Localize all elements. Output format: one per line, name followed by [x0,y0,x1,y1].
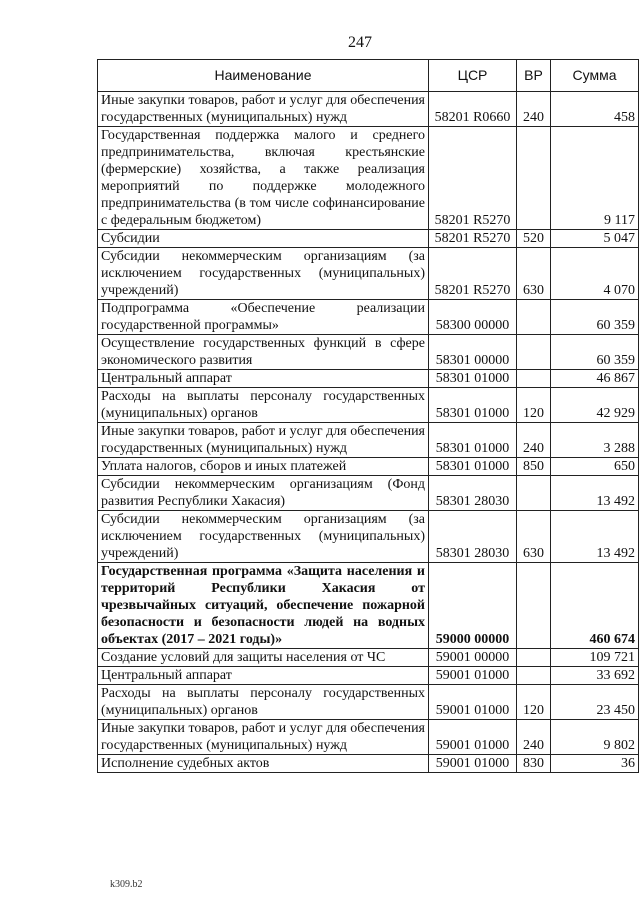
table-row [98,720,639,755]
cell-csr: 58301 01000 [429,458,517,476]
cell-name: Субсидии [98,230,429,248]
cell-vr [517,649,551,667]
budget-table [97,59,639,773]
cell-name: Подпрограмма «Обеспечение реализации государственной программы» [98,300,429,335]
cell-sum: 9 802 [551,720,639,755]
cell-name: Иные закупки товаров, работ и услуг для обеспечения государственных (муниципальных) нужд [98,423,429,458]
cell-sum: 46 867 [551,370,639,388]
cell-csr: 58300 00000 [429,300,517,335]
cell-csr: 59001 01000 [429,720,517,755]
table-row [98,248,639,300]
cell-vr: 630 [517,511,551,563]
table-header-row [98,60,639,92]
cell-name: Субсидии некоммерческим организациям (за исключением государственных (муниципальных) учреждений) [98,511,429,563]
cell-name: Центральный аппарат [98,667,429,685]
cell-csr: 58301 01000 [429,423,517,458]
cell-sum: 460 674 [551,563,639,649]
cell-csr: 58201 R5270 [429,127,517,230]
cell-name: Государственная поддержка малого и среднего предпринимательства, включая крестьянские (фермерские) хозяйства, а также реализация мероприятий по поддержке молодежного предпринимательства (в том числе софинансирование с федеральным бюджетом) [98,127,429,230]
cell-csr: 59001 00000 [429,649,517,667]
cell-sum: 13 492 [551,511,639,563]
table-body [98,92,639,773]
cell-sum: 650 [551,458,639,476]
header-name: Наименование [98,60,429,92]
cell-name: Осуществление государственных функций в сфере экономического развития [98,335,429,370]
cell-sum: 4 070 [551,248,639,300]
table-row [98,335,639,370]
header-vr: ВР [517,60,551,92]
header-csr: ЦСР [429,60,517,92]
page-number: 247 [348,34,372,51]
cell-sum: 60 359 [551,335,639,370]
cell-name: Субсидии некоммерческим организациям (Фонд развития Республики Хакасия) [98,476,429,511]
table-row [98,92,639,127]
cell-sum: 109 721 [551,649,639,667]
cell-name: Иные закупки товаров, работ и услуг для обеспечения государственных (муниципальных) нужд [98,92,429,127]
cell-name: Создание условий для защиты населения от ЧС [98,649,429,667]
cell-csr: 59001 01000 [429,755,517,773]
cell-csr: 59000 00000 [429,563,517,649]
cell-sum: 9 117 [551,127,639,230]
cell-name: Расходы на выплаты персоналу государственных (муниципальных) органов [98,685,429,720]
cell-vr [517,667,551,685]
cell-vr: 830 [517,755,551,773]
cell-name: Субсидии некоммерческим организациям (за исключением государственных (муниципальных) учреждений) [98,248,429,300]
cell-csr: 58201 R5270 [429,248,517,300]
header-sum: Сумма [551,60,639,92]
footer-code: k309.b2 [110,879,143,890]
cell-vr [517,370,551,388]
table-row [98,685,639,720]
cell-name: Исполнение судебных актов [98,755,429,773]
table-row [98,755,639,773]
cell-sum: 5 047 [551,230,639,248]
cell-csr: 58301 28030 [429,511,517,563]
cell-vr [517,300,551,335]
cell-vr: 240 [517,720,551,755]
cell-sum: 23 450 [551,685,639,720]
cell-sum: 13 492 [551,476,639,511]
table-row [98,563,639,649]
cell-name: Иные закупки товаров, работ и услуг для обеспечения государственных (муниципальных) нужд [98,720,429,755]
cell-vr: 240 [517,423,551,458]
table-row [98,423,639,458]
cell-vr: 520 [517,230,551,248]
cell-sum: 36 [551,755,639,773]
cell-sum: 60 359 [551,300,639,335]
table-row [98,300,639,335]
table-row [98,667,639,685]
cell-csr: 58301 01000 [429,388,517,423]
cell-name: Центральный аппарат [98,370,429,388]
cell-name: Государственная программа «Защита населения и территорий Республики Хакасия от чрезвычайных ситуаций, обеспечение пожарной безопасности и безопасности людей на водных объектах (2017 – 2021 годы)» [98,563,429,649]
cell-vr [517,127,551,230]
cell-name: Уплата налогов, сборов и иных платежей [98,458,429,476]
table-row [98,649,639,667]
cell-vr: 120 [517,388,551,423]
cell-csr: 58301 00000 [429,335,517,370]
cell-vr [517,335,551,370]
cell-csr: 59001 01000 [429,685,517,720]
cell-sum: 3 288 [551,423,639,458]
cell-vr: 120 [517,685,551,720]
cell-csr: 58301 01000 [429,370,517,388]
table-row [98,388,639,423]
cell-csr: 58301 28030 [429,476,517,511]
cell-vr [517,476,551,511]
cell-sum: 42 929 [551,388,639,423]
cell-csr: 58201 R0660 [429,92,517,127]
cell-sum: 33 692 [551,667,639,685]
cell-vr: 240 [517,92,551,127]
table-row [98,476,639,511]
table-row [98,458,639,476]
cell-vr [517,563,551,649]
cell-sum: 458 [551,92,639,127]
table-row [98,511,639,563]
cell-csr: 58201 R5270 [429,230,517,248]
table-row [98,370,639,388]
table-row [98,127,639,230]
cell-csr: 59001 01000 [429,667,517,685]
table-row [98,230,639,248]
cell-name: Расходы на выплаты персоналу государственных (муниципальных) органов [98,388,429,423]
cell-vr: 850 [517,458,551,476]
cell-vr: 630 [517,248,551,300]
